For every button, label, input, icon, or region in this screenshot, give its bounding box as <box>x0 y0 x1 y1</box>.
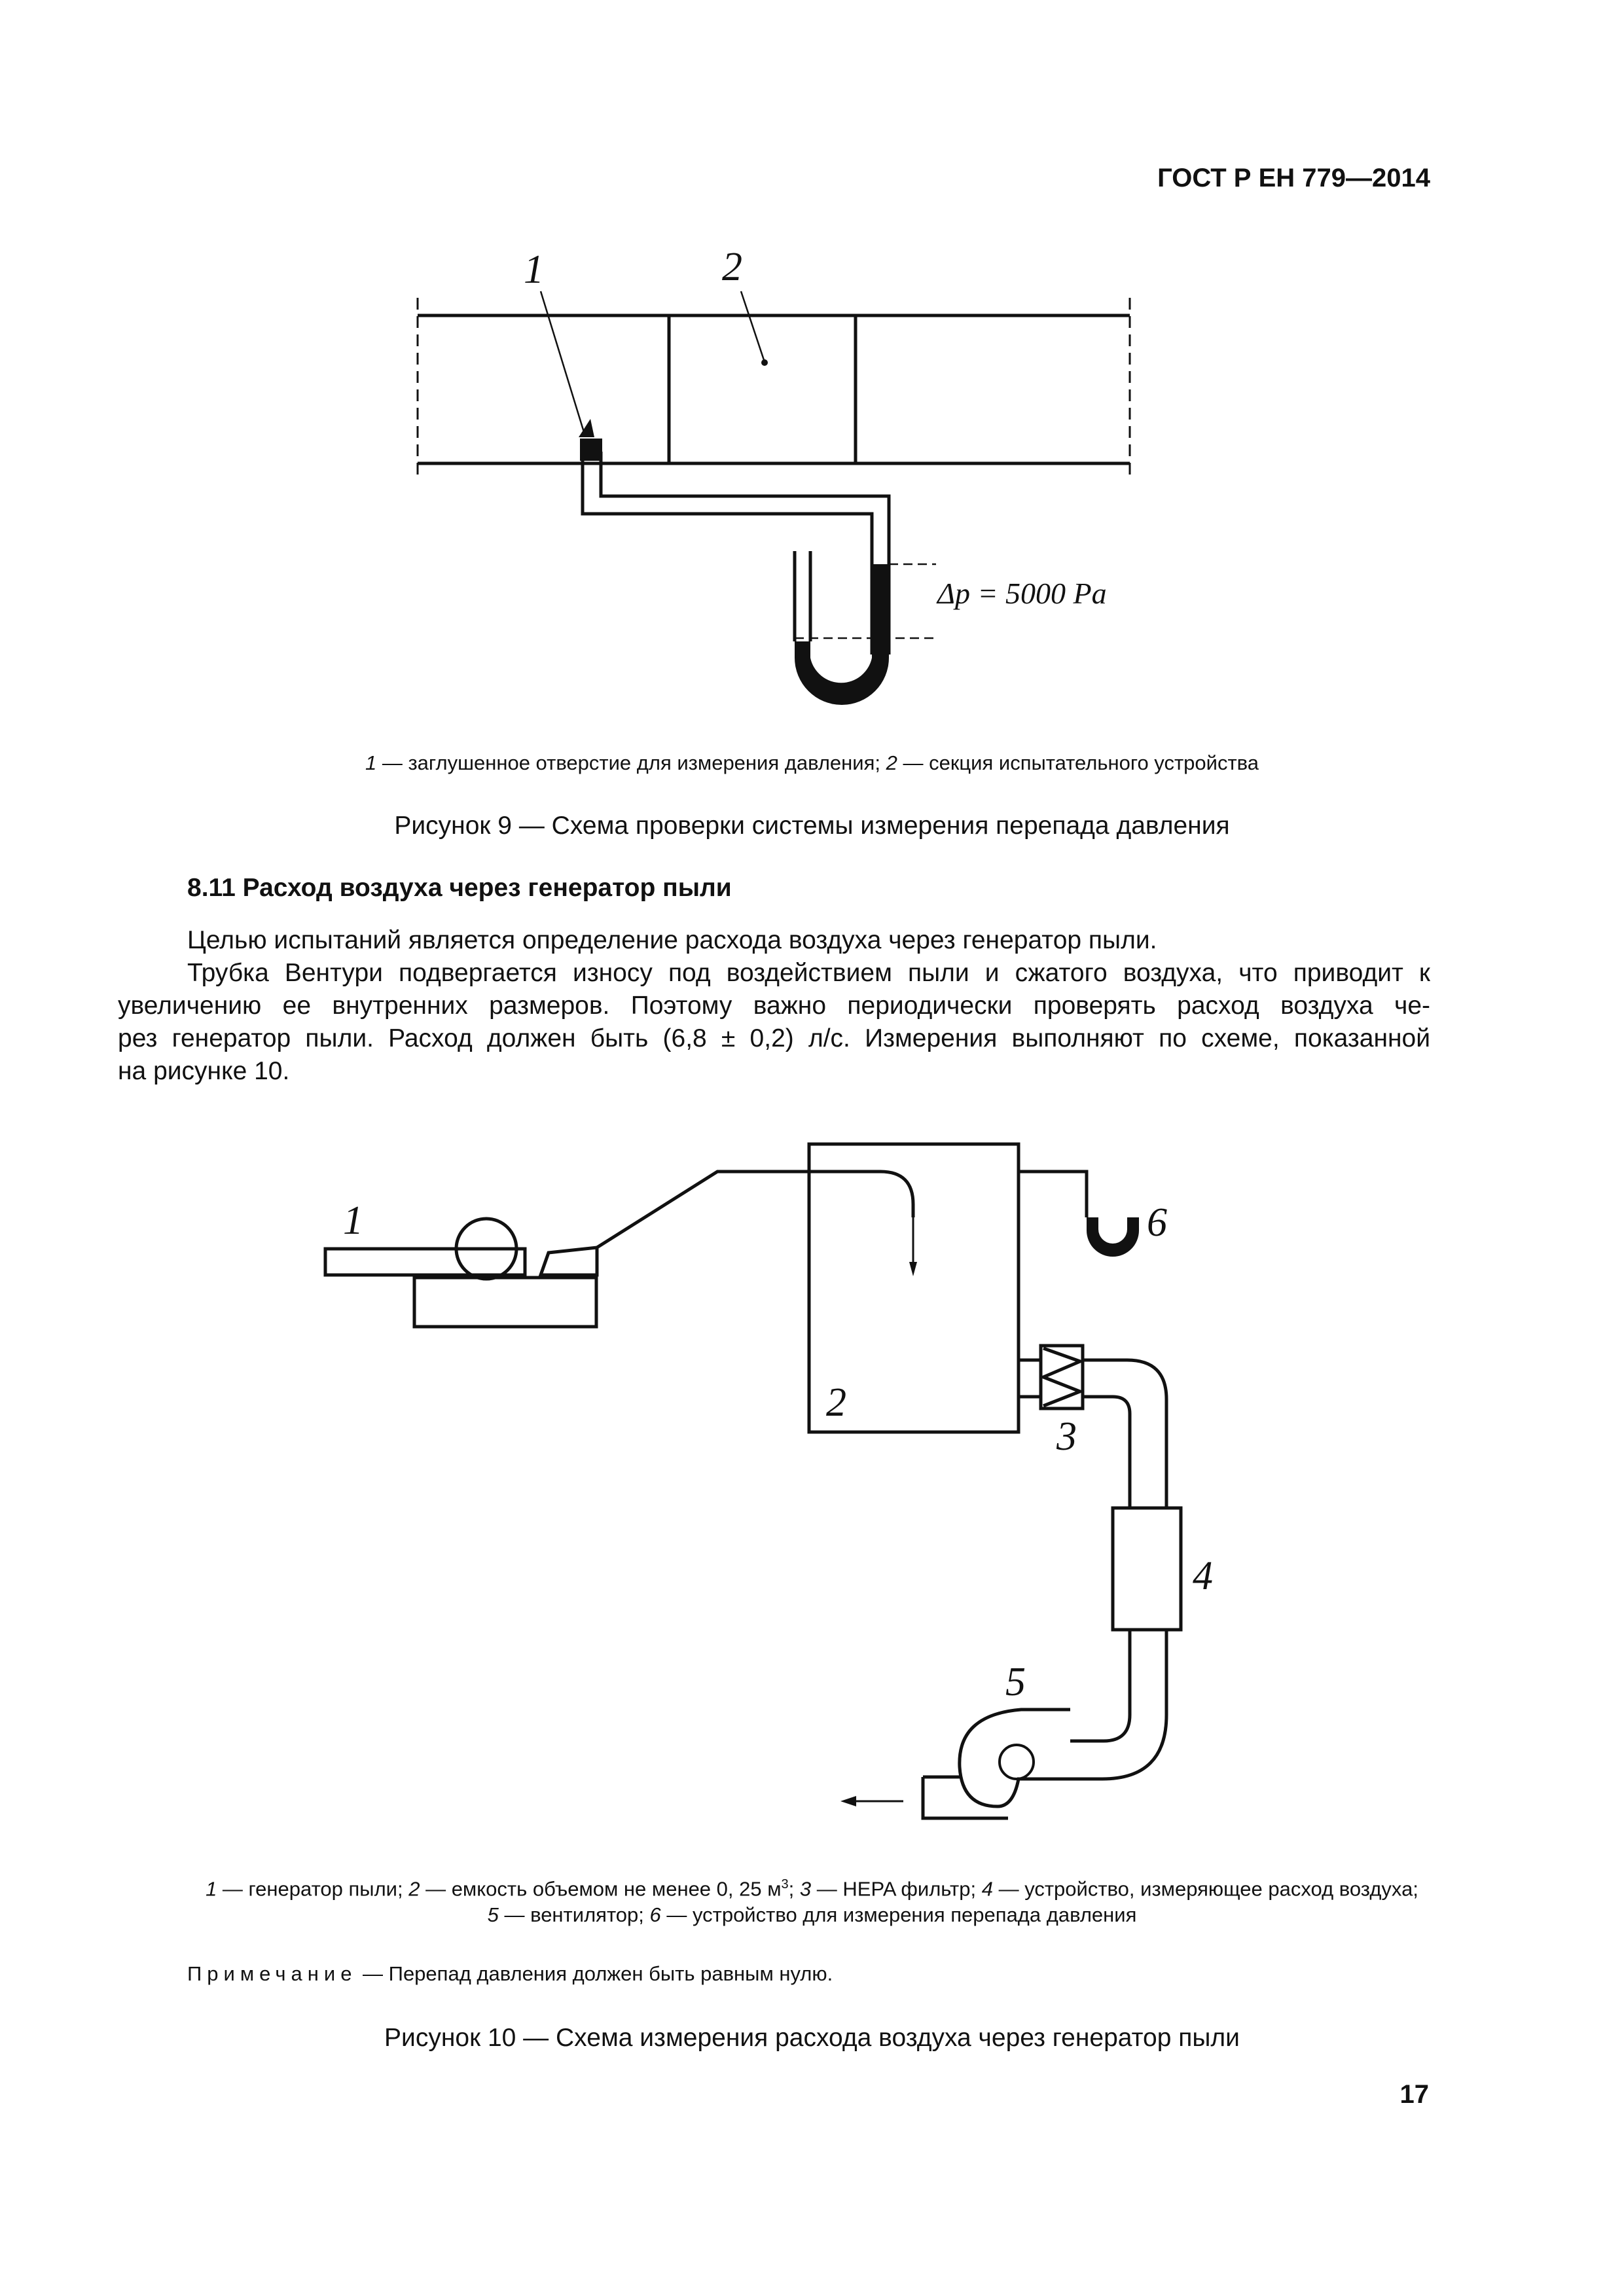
figure-10-label-3: 3 <box>1056 1414 1077 1459</box>
section-title: 8.11 Расход воздуха через генератор пыли <box>187 874 732 902</box>
figure-9-label-2: 2 <box>722 245 742 289</box>
figure-10-label-1: 1 <box>343 1198 363 1243</box>
paragraph-2-line-4: на рисунке 10. <box>118 1057 290 1085</box>
figure-10-caption: Рисунок 10 — Схема измерения расхода воздуха через генератор пыли <box>384 2024 1240 2052</box>
figure-9-legend: 1 — заглушенное отверстие для измерения давления; 2 — секция испытательного устройства <box>365 751 1259 774</box>
paragraph-2-line-2: увеличению ее внутренних размеров. Поэтому важно периодически проверять расход воздуха че- <box>118 992 1430 1020</box>
figure-10-label-2: 2 <box>826 1380 846 1425</box>
figure-10-legend-line-2: 5 — вентилятор; 6 — устройство для измерения перепада давления <box>487 1903 1137 1926</box>
note: Примечание — Перепад давления должен быть равным нулю. <box>187 1962 833 1985</box>
paragraph-2-line-1: Трубка Вентури подвергается износу под воздействием пыли и сжатого воздуха, что приводит к <box>187 959 1430 987</box>
figure-10-label-6: 6 <box>1147 1200 1167 1245</box>
figure-10-label-5: 5 <box>1005 1660 1026 1704</box>
figure-10-label-4: 4 <box>1193 1554 1213 1598</box>
delta-p-label: Δp = 5000 Pa <box>937 577 1107 610</box>
document-code: ГОСТ Р ЕН 779—2014 <box>1157 164 1430 192</box>
figure-9-diagram <box>0 0 1624 753</box>
figure-9-caption: Рисунок 9 — Схема проверки системы измерения перепада давления <box>394 812 1230 840</box>
paragraph-1: Целью испытаний является определение расхода воздуха через генератор пыли. <box>187 926 1157 954</box>
figure-10-legend-line-1: 1 — генератор пыли; 2 — емкость объемом не менее 0, 25 $м^3$; 3 — HEPA фильтр; 4 — устройство, измеряющее расход воздуха; <box>206 1877 1418 1901</box>
paragraph-2-line-3: рез генератор пыли. Расход должен быть (6,8 ± 0,2) л/с. Измерения выполняют по схеме, показанной <box>118 1024 1430 1052</box>
page-number: 17 <box>1399 2080 1429 2109</box>
figure-10-diagram <box>0 1113 1624 1839</box>
figure-9-label-1: 1 <box>524 247 544 292</box>
